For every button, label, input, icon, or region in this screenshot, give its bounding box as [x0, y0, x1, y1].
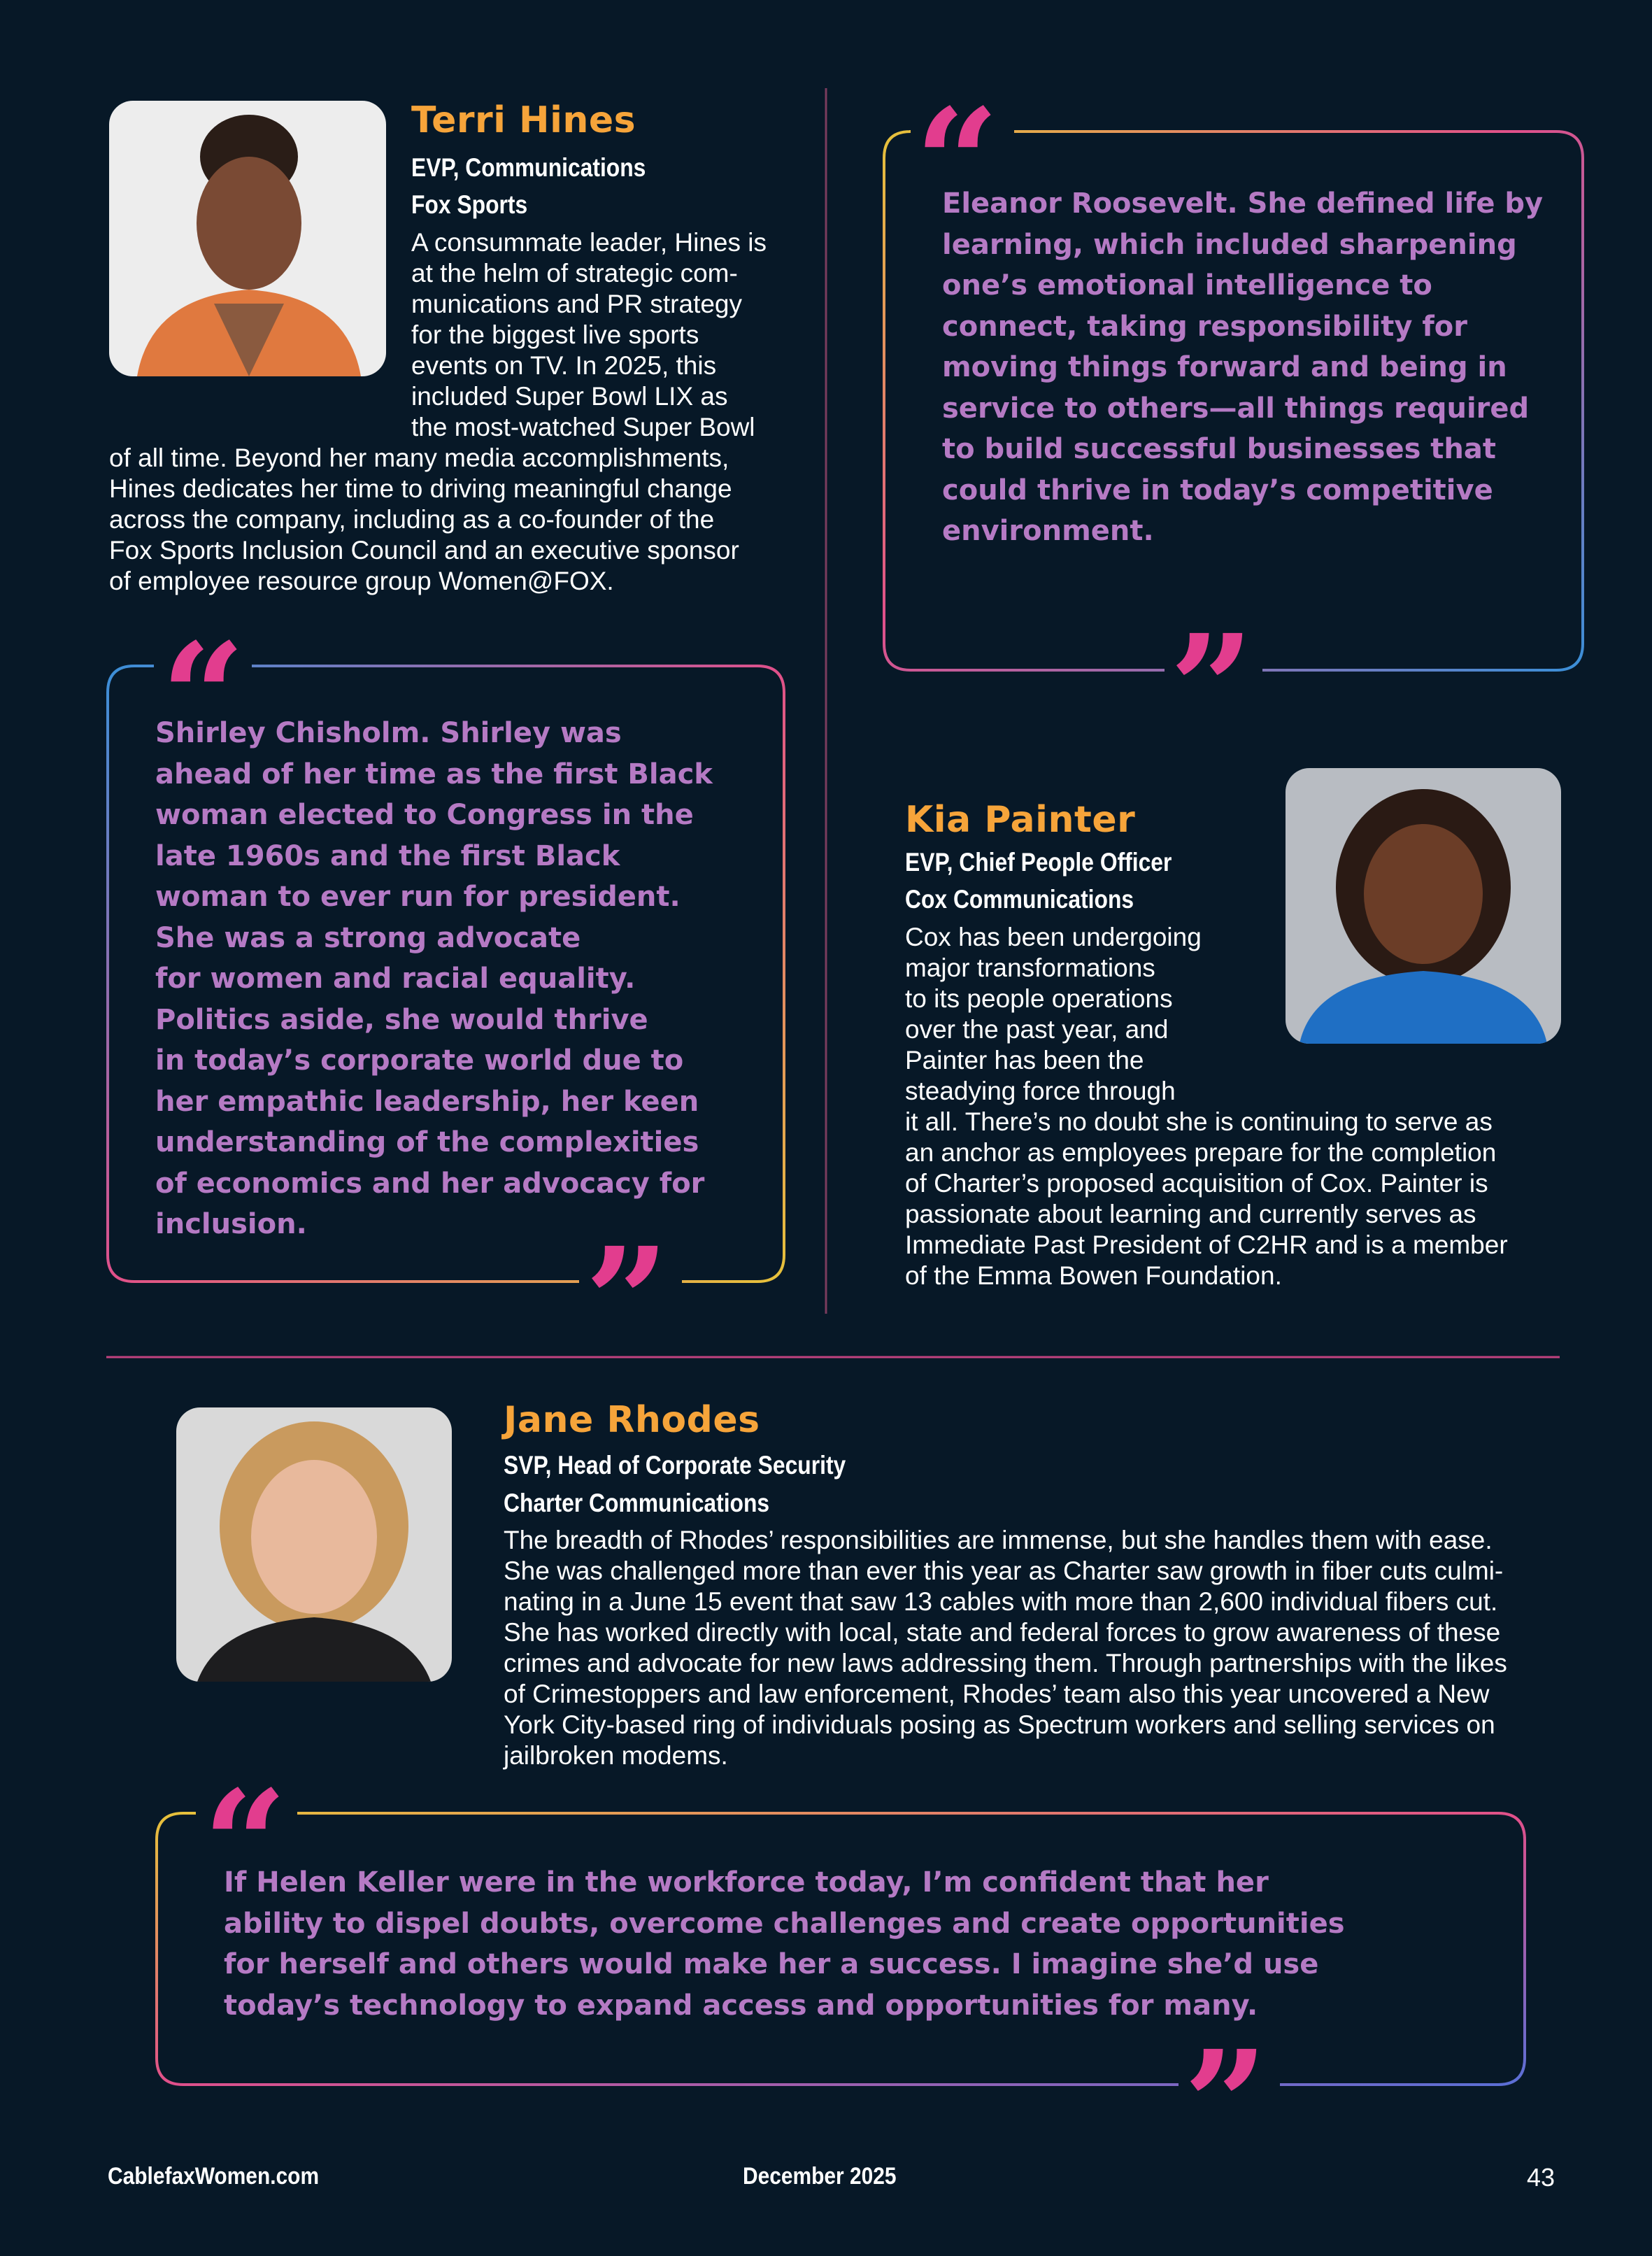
quote-line: could thrive in today’s competitive: [942, 474, 1493, 506]
kia-painter-company: Cox Communications: [905, 885, 1134, 914]
quote-line: for women and racial equality.: [155, 963, 636, 995]
bio-line: jailbroken modems.: [504, 1741, 728, 1770]
keller-quote: [224, 1862, 1345, 2026]
page-number: 43: [1527, 2163, 1555, 2192]
quote-line: She was a strong advocate: [155, 921, 581, 954]
bio-line: Painter has been the: [905, 1046, 1144, 1074]
bio-line: of employee resource group Women@FOX.: [109, 567, 614, 595]
footer-date: December 2025: [743, 2163, 897, 2190]
bio-line: for the biggest live sports: [411, 320, 699, 349]
quote-line: woman to ever run for president.: [155, 881, 681, 913]
close-quote-icon: ”: [585, 1215, 669, 1388]
bio-line: over the past year, and: [905, 1015, 1169, 1044]
bio-line: Cox has been undergoing: [905, 923, 1202, 951]
jane-rhodes-company: Charter Communications: [504, 1489, 770, 1517]
quote-line: ahead of her time as the first Black: [155, 758, 713, 790]
quote-line: one’s emotional intelligence to: [942, 269, 1432, 301]
quote-line: late 1960s and the first Black: [155, 839, 620, 872]
bio-line: Immediate Past President of C2HR and is a member: [905, 1230, 1508, 1259]
terri-hines-bio: [109, 227, 767, 597]
bio-line: the most-watched Super Bowl: [411, 413, 755, 441]
kia-painter-bio: [905, 922, 1508, 1291]
bio-line: crimes and advocate for new laws addressing them. Through partnerships with the likes: [504, 1649, 1507, 1677]
quote-line: of economics and her advocacy for: [155, 1167, 705, 1200]
quote-line: in today’s corporate world due to: [155, 1044, 684, 1077]
bio-line: of the Emma Bowen Foundation.: [905, 1261, 1282, 1290]
quote-line: Eleanor Roosevelt. She defined life by: [942, 187, 1544, 220]
open-quote-icon: “: [915, 76, 999, 249]
quote-line: learning, which included sharpening: [942, 228, 1517, 261]
bio-line: She has worked directly with local, state and federal forces to grow awareness of these: [504, 1618, 1501, 1647]
quote-line: inclusion.: [155, 1208, 307, 1240]
quote-line: her empathic leadership, her keen: [155, 1085, 699, 1118]
kia-painter-name: Kia Painter: [905, 799, 1136, 841]
bio-line: of all time. Beyond her many media accomplishments,: [109, 444, 729, 472]
quote-line: environment.: [942, 515, 1154, 547]
close-quote-icon: ”: [1183, 2018, 1268, 2191]
quote-line: to build successful businesses that: [942, 433, 1497, 465]
quote-line: If Helen Keller were in the workforce today, I’m confident that her: [224, 1866, 1269, 1899]
bio-line: at the helm of strategic com-: [411, 259, 738, 288]
bio-line: The breadth of Rhodes’ responsibilities are immense, but she handles them with ease.: [504, 1526, 1493, 1554]
roosevelt-quote: [942, 183, 1543, 552]
close-quote-icon: ”: [1169, 602, 1254, 775]
quote-line: ability to dispel doubts, overcome challenges and create opportunities: [224, 1907, 1345, 1940]
quote-line: understanding of the complexities: [155, 1126, 699, 1158]
chisholm-quote: [155, 713, 713, 1245]
bio-line: A consummate leader, Hines is: [411, 228, 767, 257]
open-quote-icon: “: [203, 1758, 287, 1931]
bio-line: nating in a June 15 event that saw 13 cables with more than 2,600 individual fibers cut.: [504, 1587, 1498, 1616]
bio-line: across the company, including as a co-founder of the: [109, 505, 715, 534]
bio-line: Fox Sports Inclusion Council and an executive sponsor: [109, 536, 739, 565]
bio-line: York City-based ring of individuals posing as Spectrum workers and selling services on: [504, 1710, 1495, 1739]
quote-line: connect, taking responsibility for: [942, 310, 1467, 343]
bio-line: to its people operations: [905, 984, 1173, 1013]
bio-line: included Super Bowl LIX as: [411, 382, 728, 411]
quote-line: Politics aside, she would thrive: [155, 1003, 648, 1036]
bio-line: steadying force through: [905, 1077, 1176, 1105]
bio-line: an anchor as employees prepare for the completion: [905, 1138, 1497, 1167]
bio-line: it all. There’s no doubt she is continuing to serve as: [905, 1107, 1493, 1136]
quote-line: today’s technology to expand access and opportunities for many.: [224, 1989, 1258, 2022]
terri-hines-company: Fox Sports: [411, 190, 528, 219]
bio-line: She was challenged more than ever this year as Charter saw growth in fiber cuts culmi-: [504, 1556, 1504, 1585]
jane-rhodes-name: Jane Rhodes: [504, 1399, 760, 1441]
bio-line: events on TV. In 2025, this: [411, 351, 717, 380]
quote-line: service to others—all things required: [942, 392, 1530, 425]
terri-hines-name: Terri Hines: [411, 99, 636, 141]
quote-line: moving things forward and being in: [942, 351, 1507, 383]
jane-rhodes-title: SVP, Head of Corporate Security: [504, 1451, 846, 1480]
bio-line: Hines dedicates her time to driving meaningful change: [109, 474, 732, 503]
open-quote-icon: “: [161, 611, 245, 783]
terri-hines-title: EVP, Communications: [411, 153, 646, 182]
quote-line: Shirley Chisholm. Shirley was: [155, 717, 622, 749]
jane-rhodes-bio: [504, 1525, 1507, 1771]
bio-line: major transformations: [905, 953, 1155, 982]
bio-line: of Crimestoppers and law enforcement, Rhodes’ team also this year uncovered a New: [504, 1680, 1490, 1708]
kia-painter-title: EVP, Chief People Officer: [905, 848, 1172, 877]
jane-rhodes-photo: [176, 1407, 452, 1682]
quote-line: for herself and others would make her a success. I imagine she’d use: [224, 1948, 1319, 1980]
bio-line: of Charter’s proposed acquisition of Cox. Painter is: [905, 1169, 1488, 1198]
bio-line: passionate about learning and currently serves as: [905, 1200, 1476, 1228]
footer-site: CablefaxWomen.com: [108, 2163, 320, 2190]
quote-line: woman elected to Congress in the: [155, 799, 694, 831]
bio-line: munications and PR strategy: [411, 290, 743, 318]
